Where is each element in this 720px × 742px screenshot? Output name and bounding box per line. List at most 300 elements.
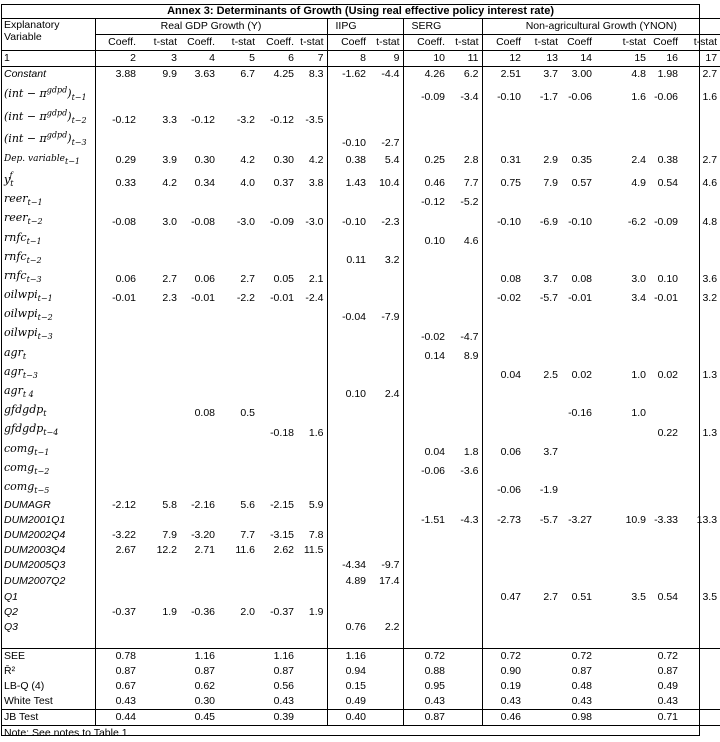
tstat-cell (369, 460, 403, 479)
tstat-cell (139, 128, 180, 151)
table-row (1, 383, 720, 402)
tstat-cell: 5.8 (162, 499, 177, 512)
tstat-cell: -3.2 (236, 113, 255, 126)
tstat-cell: 3.6 (702, 273, 718, 286)
tstat-cell (218, 128, 258, 151)
row-label: DUM2005Q3 (4, 559, 66, 572)
spacer-cell (681, 635, 720, 649)
tstat-cell (524, 543, 561, 558)
tstat-cell (681, 128, 720, 151)
tstat-cell (595, 230, 649, 249)
coeff-cell (95, 191, 139, 210)
coeff-cell: 0.29 (95, 151, 139, 169)
coeff-cell: 4.26 (403, 67, 448, 83)
coeff-cell (180, 558, 218, 573)
coeff-cell (180, 191, 218, 210)
coeff-cell: -2.12 (95, 498, 139, 513)
tstat-cell (681, 543, 720, 558)
table-row (1, 325, 720, 344)
tstat-cell: 3.4 (631, 292, 646, 305)
tstat-cell (524, 128, 561, 151)
tstat-cell (369, 364, 403, 383)
coeff-cell (649, 345, 681, 364)
row-label: comg$_{t-1}$ (4, 441, 50, 457)
coeff-cell: 0.14 (403, 345, 448, 364)
tstat-cell (297, 345, 327, 364)
tstat-cell (524, 664, 561, 679)
coeff-cell (649, 558, 681, 573)
spacer-cell (258, 635, 297, 649)
coeff-cell: -0.09 (403, 82, 448, 105)
table-row (1, 306, 720, 325)
row-label: gfdgdp$_{t-4}$ (4, 422, 59, 438)
coeff-cell (482, 528, 524, 543)
coeff-cell: 2.62 (273, 544, 294, 557)
coeff-cell (95, 589, 139, 605)
coeff-cell (482, 543, 524, 558)
coeff-cell: 0.38 (327, 151, 369, 169)
table-row (1, 105, 720, 128)
coeff-cell (258, 249, 297, 268)
column-number: 8 (327, 51, 369, 67)
tstat-cell: 11.5 (303, 544, 324, 557)
spacer-cell (218, 635, 258, 649)
tstat-cell (595, 325, 649, 344)
coeff-cell: 0.30 (194, 695, 215, 708)
spacer-row (1, 635, 720, 649)
table-row (1, 620, 720, 635)
table-row (1, 230, 720, 249)
coeff-cell: -0.09 (654, 215, 678, 228)
coeff-cell: 0.72 (657, 650, 678, 663)
tstat-cell (139, 649, 180, 665)
row-label: Constant (4, 68, 47, 80)
coeff-cell: -0.01 (568, 292, 592, 305)
column-number: 1 (4, 52, 10, 64)
table-row (1, 460, 720, 479)
coeff-cell: 0.04 (482, 364, 524, 383)
tstat-cell: 4.6 (463, 234, 479, 247)
coeff-cell (649, 605, 681, 620)
tstat-cell (448, 402, 482, 421)
tstat-cell (448, 249, 482, 268)
coeff-cell (403, 558, 448, 573)
coeff-cell (327, 287, 369, 306)
tstat-cell (369, 230, 403, 249)
row-label: JB Test (4, 711, 39, 724)
coeff-cell (180, 306, 218, 325)
coeff-cell: 0.49 (327, 694, 369, 710)
tstat-cell (297, 383, 327, 402)
tstat-cell (369, 421, 403, 440)
coeff-cell: 0.05 (273, 273, 294, 286)
tstat-cell (218, 460, 258, 479)
column-number: 7 (317, 52, 324, 64)
coeff-cell: 0.06 (95, 268, 139, 287)
coeff-cell (258, 558, 297, 573)
tstat-cell (524, 460, 561, 479)
row-label: DUM2002Q4 (4, 529, 66, 542)
coeff-cell: 0.39 (273, 711, 294, 724)
coeff-cell: -0.01 (191, 292, 215, 305)
tstat-cell: 3.0 (162, 215, 177, 228)
subheader-tstat: t-stat (231, 36, 255, 48)
coeff-cell (180, 325, 218, 344)
coeff-cell (95, 460, 139, 479)
subheader-tstat: t-stat (153, 36, 177, 48)
coeff-cell: 0.56 (273, 680, 294, 693)
coeff-cell: 0.46 (482, 710, 524, 726)
tstat-cell (297, 191, 327, 210)
spacer-cell (595, 635, 649, 649)
coeff-cell (258, 383, 297, 402)
tstat-cell (218, 421, 258, 440)
coeff-cell: -0.06 (654, 90, 678, 103)
coeff-cell (95, 513, 139, 528)
coeff-cell (649, 543, 681, 558)
coeff-cell (95, 558, 139, 573)
coeff-cell: 0.02 (571, 369, 592, 382)
coeff-cell: -0.10 (327, 128, 369, 151)
tstat-cell (218, 513, 258, 528)
coeff-cell: 0.62 (194, 680, 215, 693)
tstat-cell: -3.0 (236, 215, 255, 228)
table-row (1, 573, 720, 589)
tstat-cell: 2.8 (463, 154, 479, 167)
tstat-cell: 1.3 (702, 369, 718, 382)
tstat-cell (448, 268, 482, 287)
spacer-cell (649, 635, 681, 649)
coeff-cell: 0.87 (403, 710, 448, 726)
coeff-cell: -3.20 (191, 529, 215, 542)
tstat-cell (448, 694, 482, 710)
coeff-cell (180, 345, 218, 364)
tstat-cell (524, 620, 561, 635)
tstat-cell (139, 679, 180, 694)
tstat-cell: 5.4 (384, 154, 400, 167)
coeff-cell: -0.02 (403, 325, 448, 344)
tstat-cell (297, 325, 327, 344)
tstat-cell: 2.7 (702, 154, 718, 167)
tstat-cell: 7.7 (240, 529, 255, 542)
tstat-cell (369, 498, 403, 513)
table-row (1, 287, 720, 306)
tstat-cell: 1.3 (702, 426, 718, 439)
coeff-cell: 0.35 (571, 154, 592, 167)
table-row (1, 528, 720, 543)
tstat-cell: 8.9 (463, 349, 479, 362)
column-number: 17 (705, 52, 718, 64)
coeff-cell (180, 589, 218, 605)
tstat-cell: 3.9 (162, 154, 177, 167)
subheader-tstat: t-stat (693, 36, 718, 48)
tstat-cell: 5.6 (240, 499, 255, 512)
tstat-cell (139, 421, 180, 440)
tstat-cell: 4.0 (240, 177, 255, 190)
coeff-cell: -0.01 (270, 292, 294, 305)
coeff-cell (649, 230, 681, 249)
row-label: $(int - \pi^{gdpd})_{t-2}$ (4, 107, 87, 125)
tstat-cell (139, 364, 180, 383)
tstat-cell: -2.7 (381, 136, 400, 149)
tstat-cell: 1.0 (631, 407, 646, 420)
coeff-cell: -0.02 (482, 287, 524, 306)
coeff-cell: 1.16 (327, 649, 369, 665)
tstat-cell (595, 479, 649, 498)
tstat-cell (595, 498, 649, 513)
tstat-cell (681, 605, 720, 620)
coeff-cell (403, 383, 448, 402)
coeff-cell: -0.10 (327, 210, 369, 229)
tstat-cell (448, 210, 482, 229)
tstat-cell: 11.6 (235, 544, 255, 557)
tstat-cell (681, 441, 720, 460)
coeff-cell (95, 479, 139, 498)
table-row (1, 402, 720, 421)
coeff-cell: 0.54 (657, 591, 678, 604)
tstat-cell: 4.8 (702, 215, 718, 228)
tstat-cell (595, 306, 649, 325)
tstat-cell: 7.9 (162, 529, 177, 542)
coeff-cell (482, 620, 524, 635)
tstat-cell (595, 105, 649, 128)
coeff-cell: 0.15 (327, 679, 369, 694)
coeff-cell: 0.19 (482, 679, 524, 694)
coeff-cell: -0.06 (568, 90, 592, 103)
tstat-cell (448, 479, 482, 498)
table-row (1, 479, 720, 498)
coeff-cell (649, 528, 681, 543)
coeff-cell: -0.18 (270, 426, 294, 439)
coeff-cell: 1.16 (194, 650, 215, 663)
tstat-cell: 1.6 (702, 90, 718, 103)
tstat-cell (139, 620, 180, 635)
coeff-cell (482, 306, 524, 325)
coeff-cell (95, 128, 139, 151)
tstat-cell (681, 105, 720, 128)
coeff-cell (180, 460, 218, 479)
coeff-cell: -1.51 (403, 513, 448, 528)
tstat-cell (218, 191, 258, 210)
coeff-cell (403, 364, 448, 383)
coeff-cell: 0.22 (657, 426, 678, 439)
tstat-cell: 5.9 (308, 499, 324, 512)
coeff-cell: 2.51 (482, 67, 524, 83)
coeff-cell (403, 498, 448, 513)
coeff-cell: 0.34 (194, 177, 215, 190)
coeff-cell: 0.37 (273, 177, 294, 190)
coeff-cell (327, 589, 369, 605)
coeff-cell (180, 230, 218, 249)
subheader-coeff: Coeff. (95, 35, 139, 51)
tstat-cell: 6.7 (240, 68, 255, 80)
coeff-cell (95, 325, 139, 344)
coeff-cell: 0.43 (657, 695, 678, 708)
tstat-cell (369, 325, 403, 344)
coeff-cell: 0.76 (327, 620, 369, 635)
coeff-cell (258, 513, 297, 528)
coeff-cell: 0.30 (194, 154, 215, 167)
spacer-cell (180, 635, 218, 649)
tstat-cell (595, 383, 649, 402)
coeff-cell: 0.98 (571, 711, 592, 724)
coeff-cell: 0.31 (482, 151, 524, 169)
tstat-cell: 4.2 (240, 154, 255, 167)
coeff-cell (258, 82, 297, 105)
coeff-cell (482, 249, 524, 268)
row-label: agr$_t$ (4, 345, 27, 361)
tstat-cell (595, 605, 649, 620)
table-row (1, 210, 720, 229)
row-label: DUM2001Q1 (4, 514, 66, 527)
tstat-cell (448, 528, 482, 543)
coeff-cell (180, 421, 218, 440)
coeff-cell (180, 249, 218, 268)
subheader-coeff: Coeff. (266, 36, 294, 48)
coeff-cell (180, 364, 218, 383)
tstat-cell: 4.2 (308, 154, 324, 167)
coeff-cell: -0.08 (95, 210, 139, 229)
coeff-cell (482, 460, 524, 479)
row-label: oilwpi$_{t-1}$ (4, 288, 53, 304)
subheader-tstat: t-stat (622, 36, 646, 48)
coeff-cell (95, 383, 139, 402)
coeff-cell (561, 345, 595, 364)
row-label: Q1 (4, 591, 19, 604)
column-number: 4 (209, 52, 215, 64)
coeff-cell (561, 249, 595, 268)
tstat-cell (139, 249, 180, 268)
spacer-cell (1, 635, 95, 649)
coeff-cell: 0.08 (482, 268, 524, 287)
coeff-cell (258, 325, 297, 344)
tstat-cell: -4.4 (381, 68, 400, 80)
tstat-cell (218, 230, 258, 249)
tstat-cell (524, 249, 561, 268)
coeff-cell: -0.06 (482, 479, 524, 498)
coeff-cell (403, 287, 448, 306)
tstat-cell (139, 573, 180, 589)
coeff-cell: -0.10 (482, 82, 524, 105)
tstat-cell: -7.9 (381, 311, 400, 324)
tstat-cell (524, 105, 561, 128)
tstat-cell (297, 620, 327, 635)
coeff-cell: 0.08 (194, 407, 215, 420)
tstat-cell (524, 345, 561, 364)
tstat-cell (218, 325, 258, 344)
coeff-cell: -0.06 (403, 460, 448, 479)
coeff-cell (95, 230, 139, 249)
tstat-cell (139, 306, 180, 325)
tstat-cell (369, 105, 403, 128)
coeff-cell: 0.38 (657, 154, 678, 167)
row-label: reer$_{t-2}$ (4, 211, 43, 227)
subheader-coeff: Coeff. (403, 35, 448, 51)
row-label: DUM2003Q4 (4, 544, 66, 557)
tstat-cell (448, 664, 482, 679)
coeff-cell: 3.63 (194, 68, 215, 80)
table-note: Note: See notes to Table 1. (4, 727, 131, 740)
spacer-cell (561, 635, 595, 649)
coeff-cell (482, 191, 524, 210)
coeff-cell (561, 191, 595, 210)
row-label: oilwpi$_{t-3}$ (4, 326, 53, 342)
coeff-cell (403, 620, 448, 635)
header-line-1: Explanatory (4, 19, 60, 31)
tstat-cell (369, 287, 403, 306)
tstat-cell (595, 558, 649, 573)
column-number: 9 (393, 52, 400, 64)
coeff-cell: -0.12 (95, 105, 139, 128)
tstat-cell (297, 558, 327, 573)
subheader-tstat: t-stat (455, 36, 479, 48)
tstat-cell: 3.8 (308, 177, 324, 190)
tstat-cell (524, 710, 561, 726)
tstat-cell (139, 479, 180, 498)
coeff-cell: -0.10 (482, 210, 524, 229)
table-row (1, 364, 720, 383)
tstat-cell: 10.9 (625, 514, 646, 527)
tstat-cell (524, 421, 561, 440)
coeff-cell (561, 479, 595, 498)
tstat-cell (139, 345, 180, 364)
table-row (1, 67, 720, 83)
coeff-cell: -2.15 (270, 499, 294, 512)
coeff-cell (95, 82, 139, 105)
tstat-cell (297, 82, 327, 105)
tstat-cell (448, 421, 482, 440)
coeff-cell (327, 364, 369, 383)
tstat-cell (595, 345, 649, 364)
coeff-cell: 1.98 (657, 68, 678, 80)
row-label: agr$_{t-3}$ (4, 364, 38, 381)
tstat-cell: 9.9 (162, 68, 177, 80)
tstat-cell (139, 664, 180, 679)
tstat-cell (297, 230, 327, 249)
row-label: LB-Q (4) (4, 680, 45, 693)
coeff-cell: 0.46 (403, 168, 448, 191)
tstat-cell: 17.4 (379, 575, 400, 588)
coeff-cell (482, 325, 524, 344)
tstat-cell (139, 230, 180, 249)
tstat-cell: 10.4 (379, 177, 400, 190)
coeff-cell (561, 460, 595, 479)
coeff-cell (258, 589, 297, 605)
tstat-cell (524, 649, 561, 665)
tstat-cell: 3.7 (543, 445, 558, 458)
coeff-cell (649, 105, 681, 128)
tstat-cell (139, 383, 180, 402)
tstat-cell (524, 679, 561, 694)
coeff-cell: 0.71 (657, 711, 678, 724)
tstat-cell (369, 528, 403, 543)
coeff-cell (403, 605, 448, 620)
table-row (1, 128, 720, 151)
coeff-cell (327, 605, 369, 620)
coeff-cell: -0.01 (95, 287, 139, 306)
coeff-cell: 0.04 (403, 441, 448, 460)
tstat-cell (139, 589, 180, 605)
coeff-cell: 0.88 (403, 664, 448, 679)
table-row (1, 543, 720, 558)
coeff-cell (327, 191, 369, 210)
tstat-cell (448, 128, 482, 151)
tstat-cell (218, 710, 258, 726)
coeff-cell (561, 306, 595, 325)
coeff-cell: 0.87 (95, 664, 139, 679)
coeff-cell: -2.16 (191, 499, 215, 512)
row-label: comg$_{t-2}$ (4, 460, 50, 476)
